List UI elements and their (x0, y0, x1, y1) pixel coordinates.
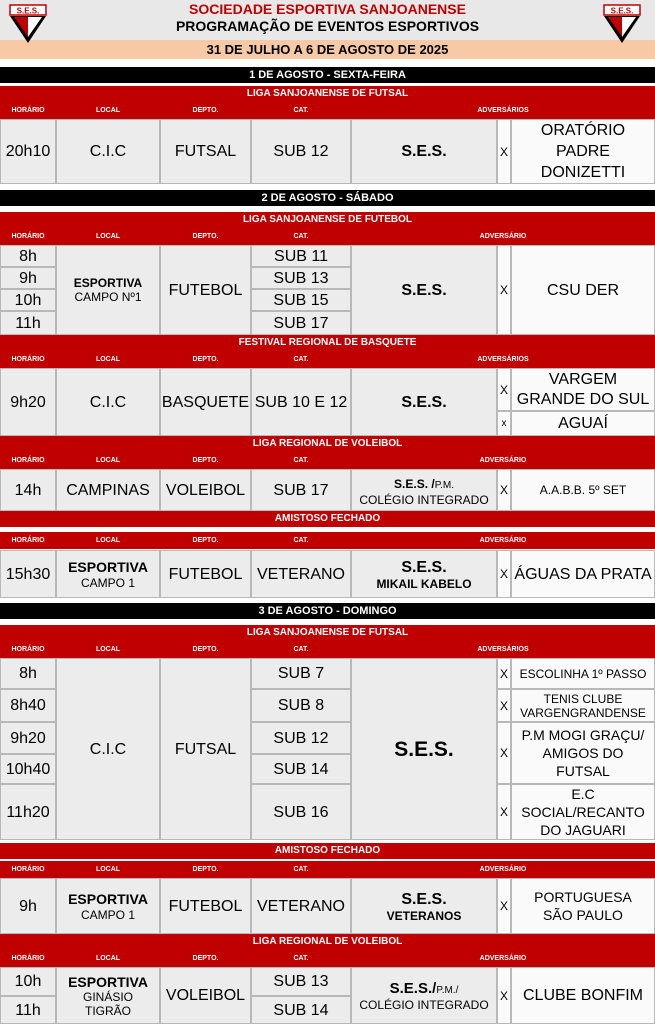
category-cell: SUB 11 (251, 245, 351, 267)
col-depto: DEPTO. (192, 356, 219, 363)
col-local: LOCAL (95, 107, 121, 114)
venue-detail: CAMPO 1 (80, 907, 135, 922)
venue-cell: C.I.C (56, 368, 160, 436)
col-adversarios: ADVERSÁRIOS (477, 107, 529, 114)
column-headers (0, 102, 655, 119)
league-banner: LIGA REGIONAL DE VOLEIBOL (0, 436, 655, 452)
venue-cell (56, 967, 160, 1024)
time-cell: 8h40 (0, 689, 56, 722)
category-cell: SUB 10 E 12 (251, 368, 351, 436)
team-partner: P.M./ (436, 985, 459, 996)
col-cat: CAT. (293, 646, 309, 653)
category-cell: SUB 15 (251, 289, 351, 311)
category-cell: VETERANO (251, 550, 351, 598)
opponent-cell: ÁGUAS DA PRATA (511, 550, 655, 598)
col-horario: HORÁRIO (11, 233, 45, 240)
vs-cell: X (497, 784, 511, 840)
team-partner: P.M. (434, 479, 454, 491)
team-name: S.E.S./ (389, 980, 437, 997)
col-local: LOCAL (95, 356, 121, 363)
category-cell: SUB 17 (251, 311, 351, 335)
club-crest-left-icon (9, 4, 47, 44)
opponent-cell: ESCOLINHA 1º PASSO (511, 658, 655, 689)
department-cell: BASQUETE (160, 368, 251, 436)
column-headers (0, 351, 655, 368)
vs-cell: x (497, 411, 511, 436)
venue-cell (56, 245, 160, 335)
team-cell (351, 550, 497, 598)
department-cell: FUTEBOL (160, 878, 251, 934)
vs-cell: X (497, 550, 511, 598)
venue-cell: C.I.C (56, 119, 160, 184)
col-local: LOCAL (95, 866, 121, 873)
league-banner: LIGA SANJOANENSE DE FUTSAL (0, 625, 655, 641)
col-depto: DEPTO. (192, 866, 219, 873)
category-cell: SUB 14 (251, 754, 351, 784)
vs-cell: X (497, 119, 511, 184)
team-line (390, 979, 459, 998)
category-cell: SUB 14 (251, 996, 351, 1024)
date-range: 31 DE JULHO A 6 DE AGOSTO DE 2025 (0, 40, 655, 59)
team-squad: MIKAIL KABELO (376, 576, 472, 591)
opponent-cell: TENIS CLUBE VARGENGRANDENSE (511, 689, 655, 722)
team-partner-school: COLÉGIO INTEGRADO (359, 492, 489, 507)
venue-cell (56, 878, 160, 934)
column-headers (0, 861, 655, 878)
time-cell: 8h (0, 245, 56, 267)
col-depto: DEPTO. (192, 107, 219, 114)
category-cell: VETERANO (251, 878, 351, 934)
department-cell: VOLEIBOL (160, 469, 251, 511)
col-horario: HORÁRIO (11, 955, 45, 962)
category-cell: SUB 16 (251, 784, 351, 840)
team-name: S.E.S. / (394, 476, 435, 491)
time-cell: 9h20 (0, 722, 56, 754)
league-banner: FESTIVAL REGIONAL DE BASQUETE (0, 335, 655, 351)
department-cell: FUTEBOL (160, 245, 251, 335)
club-crest-right-icon (603, 4, 641, 44)
svg-text:S.E.S.: S.E.S. (16, 6, 40, 16)
col-local: LOCAL (95, 537, 121, 544)
venue-detail: CAMPO Nº1 (74, 290, 142, 304)
col-cat: CAT. (293, 955, 309, 962)
col-cat: CAT. (293, 107, 309, 114)
day-header: 2 DE AGOSTO - SÁBADO (0, 190, 655, 206)
vs-cell: X (497, 368, 511, 411)
day-header: 3 DE AGOSTO - DOMINGO (0, 603, 655, 619)
col-horario: HORÁRIO (11, 537, 45, 544)
col-depto: DEPTO. (192, 233, 219, 240)
opponent-cell: CSU DER (511, 245, 655, 335)
opponent-cell: E.C SOCIAL/RECANTO DO JAGUARI (511, 784, 655, 840)
col-adversario: ADVERSÁRIO (479, 866, 527, 873)
league-banner: LIGA SANJOANENSE DE FUTSAL (0, 86, 655, 102)
club-name: SOCIEDADE ESPORTIVA SANJOANENSE (189, 1, 466, 17)
team-line (394, 474, 454, 493)
col-local: LOCAL (95, 646, 121, 653)
vs-cell: X (497, 469, 511, 511)
col-depto: DEPTO. (192, 955, 219, 962)
category-cell: SUB 12 (251, 119, 351, 184)
opponent-cell: A.A.B.B. 5º SET (511, 469, 655, 511)
svg-text:S.E.S.: S.E.S. (610, 6, 634, 16)
venue-cell (56, 550, 160, 598)
venue-name: ESPORTIVA (68, 558, 148, 575)
time-cell: 11h (0, 311, 56, 335)
vs-cell: X (497, 878, 511, 934)
time-cell: 8h (0, 658, 56, 689)
day-header: 1 DE AGOSTO - SEXTA-FEIRA (0, 67, 655, 83)
opponent-cell: PORTUGUESA SÃO PAULO (511, 878, 655, 934)
col-horario: HORÁRIO (11, 107, 45, 114)
time-cell: 11h (0, 996, 56, 1024)
opponent-cell: ORATÓRIO PADRE DONIZETTI (511, 119, 655, 184)
venue-name: ESPORTIVA (68, 890, 148, 907)
col-local: LOCAL (95, 955, 121, 962)
time-cell: 10h (0, 967, 56, 996)
category-cell: SUB 8 (251, 689, 351, 722)
time-cell: 11h20 (0, 784, 56, 840)
col-cat: CAT. (293, 866, 309, 873)
column-headers (0, 950, 655, 967)
team-partner-school: COLÉGIO INTEGRADO (359, 998, 489, 1012)
col-adversario: ADVERSÁRIO (479, 457, 527, 464)
team-cell: S.E.S. (351, 368, 497, 436)
department-cell: VOLEIBOL (160, 967, 251, 1024)
team-name: S.E.S. (401, 558, 447, 576)
col-depto: DEPTO. (192, 537, 219, 544)
league-banner: LIGA REGIONAL DE VOLEIBOL (0, 934, 655, 950)
time-cell: 14h (0, 469, 56, 511)
time-cell: 9h (0, 267, 56, 289)
time-cell: 10h40 (0, 754, 56, 784)
vs-cell: X (497, 689, 511, 722)
vs-cell: X (497, 245, 511, 335)
time-cell: 9h20 (0, 368, 56, 436)
venue-cell: C.I.C (56, 658, 160, 840)
column-headers (0, 532, 655, 549)
venue-detail: CAMPO 1 (80, 575, 135, 590)
team-cell: S.E.S. (351, 245, 497, 335)
col-local: LOCAL (95, 457, 121, 464)
venue-name: ESPORTIVA (68, 973, 148, 990)
opponent-cell: P.M MOGI GRAÇU/ AMIGOS DO FUTSAL (511, 722, 655, 784)
time-cell: 20h10 (0, 119, 56, 184)
category-cell: SUB 13 (251, 267, 351, 289)
col-local: LOCAL (95, 233, 121, 240)
venue-detail: GINÁSIO TIGRÃO (82, 989, 133, 1018)
department-cell: FUTEBOL (160, 550, 251, 598)
col-cat: CAT. (293, 457, 309, 464)
venue-name: ESPORTIVA (73, 276, 143, 290)
category-cell: SUB 7 (251, 658, 351, 689)
team-cell (351, 878, 497, 934)
column-headers (0, 452, 655, 469)
team-name: S.E.S. (401, 890, 447, 908)
department-cell: FUTSAL (160, 658, 251, 840)
team-cell (351, 967, 497, 1024)
league-banner: AMISTOSO FECHADO (0, 511, 655, 527)
opponent-cell: AGUAÍ (511, 411, 655, 436)
col-horario: HORÁRIO (11, 866, 45, 873)
venue-cell: CAMPINAS (56, 469, 160, 511)
col-adversario: ADVERSÁRIO (479, 537, 527, 544)
col-adversarios: ADVERSÁRIOS (477, 356, 529, 363)
team-squad: VETERANOS (386, 908, 462, 923)
vs-cell: X (497, 722, 511, 784)
column-headers (0, 228, 655, 245)
col-horario: HORÁRIO (11, 457, 45, 464)
col-cat: CAT. (293, 537, 309, 544)
team-cell: S.E.S. (351, 119, 497, 184)
page-subtitle: PROGRAMAÇÃO DE EVENTOS ESPORTIVOS (175, 18, 480, 34)
category-cell: SUB 17 (251, 469, 351, 511)
col-adversarios: ADVERSÁRIOS (477, 646, 529, 653)
category-cell: SUB 13 (251, 967, 351, 996)
time-cell: 15h30 (0, 550, 56, 598)
opponent-cell: CLUBE BONFIM (511, 967, 655, 1024)
time-cell: 10h (0, 289, 56, 311)
col-depto: DEPTO. (192, 646, 219, 653)
col-horario: HORÁRIO (11, 356, 45, 363)
col-horario: HORÁRIO (11, 646, 45, 653)
col-cat: CAT. (293, 233, 309, 240)
col-cat: CAT. (293, 356, 309, 363)
team-cell: S.E.S. (351, 658, 497, 840)
col-depto: DEPTO. (192, 457, 219, 464)
opponent-cell: VARGEM GRANDE DO SUL (511, 368, 655, 411)
col-adversario: ADVERSÁRIO (479, 955, 527, 962)
vs-cell: X (497, 967, 511, 1024)
league-banner: AMISTOSO FECHADO (0, 843, 655, 859)
league-banner: LIGA SANJOANENSE DE FUTEBOL (0, 212, 655, 228)
vs-cell: X (497, 658, 511, 689)
category-cell: SUB 12 (251, 722, 351, 754)
team-cell (351, 469, 497, 511)
column-headers (0, 641, 655, 658)
department-cell: FUTSAL (160, 119, 251, 184)
col-adversario: ADVERSÁRIO (479, 233, 527, 240)
time-cell: 9h (0, 878, 56, 934)
